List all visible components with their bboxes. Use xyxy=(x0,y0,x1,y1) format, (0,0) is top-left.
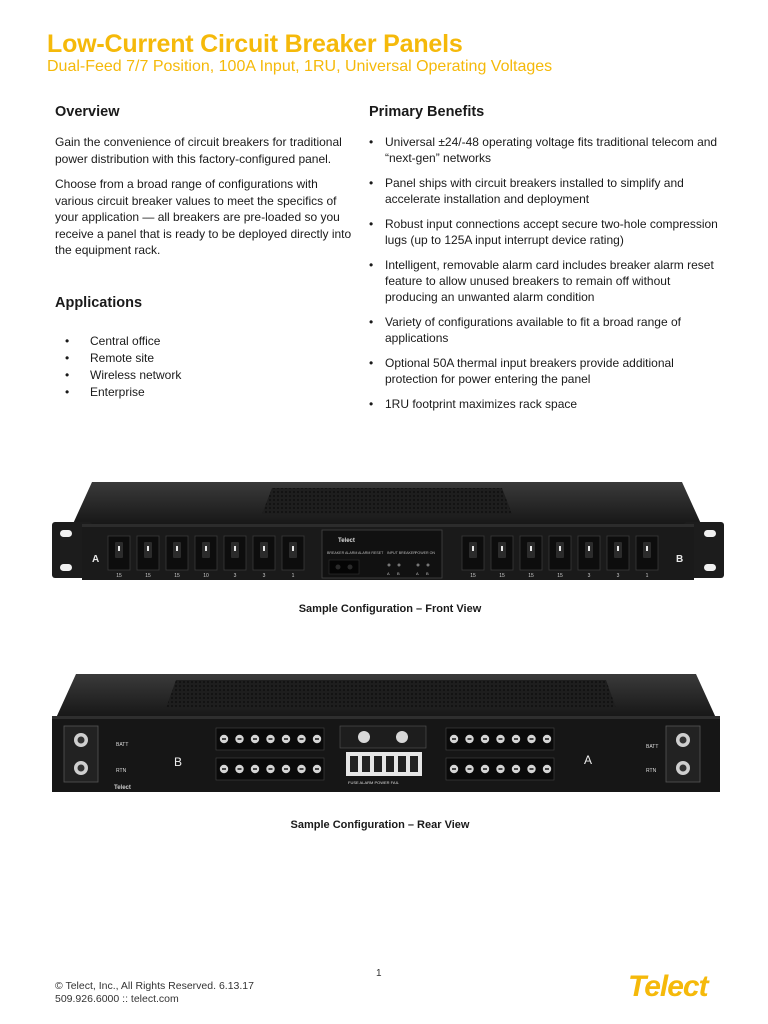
breaker-value: 3 xyxy=(616,573,620,579)
front-view-caption: Sample Configuration – Front View xyxy=(298,603,482,615)
breaker-value: 3 xyxy=(587,573,591,579)
center-terminal-label: FUSE ALARM POWER FAIL xyxy=(348,780,399,785)
left-column xyxy=(55,104,355,401)
breaker-value: 3 xyxy=(233,573,237,579)
alarm-pin xyxy=(398,756,406,772)
side-a-label: A xyxy=(92,554,100,565)
list-item: • Remote site xyxy=(55,350,355,367)
alarm-pin xyxy=(350,756,358,772)
alarm-pin xyxy=(386,756,394,772)
front-view-image xyxy=(52,474,724,592)
list-item: • Universal ±24/-48 operating voltage fits traditional telecom and “next-gen” networks xyxy=(369,134,719,166)
breaker-value: 10 xyxy=(203,573,209,579)
rear-view-image xyxy=(46,668,726,796)
alarm-pin xyxy=(410,756,418,772)
list-item: • Intelligent, removable alarm card includes breaker alarm reset feature to allow unused breakers to remain off without producing an unwanted alarm condition xyxy=(369,257,719,305)
alarm-label: BREAKER ALARM xyxy=(327,551,358,555)
alarm-card-logo: Telect xyxy=(338,538,355,544)
breaker-value: 15 xyxy=(557,573,563,579)
alarm-led-label: B xyxy=(426,571,429,576)
alarm-pin xyxy=(362,756,370,772)
overview-paragraph: Gain the convenience of circuit breakers for traditional power distribution with this factory-configured panel. xyxy=(55,135,342,166)
alarm-label: ALARM RESET xyxy=(358,551,384,555)
list-item: • 1RU footprint maximizes rack space xyxy=(369,396,719,412)
applications-heading: Applications xyxy=(55,294,143,311)
right-column xyxy=(369,104,719,421)
page-number: 1 xyxy=(376,968,382,979)
breaker-value: 15 xyxy=(174,573,180,579)
terminal-strip xyxy=(216,728,324,750)
terminal-strip xyxy=(446,758,554,780)
breaker-value: 15 xyxy=(528,573,534,579)
breaker-value: 15 xyxy=(116,573,122,579)
side-b-label: B xyxy=(676,554,684,565)
alarm-label: POWER ON xyxy=(415,551,435,555)
rtn-label: RTN xyxy=(646,768,657,774)
overview-paragraph: Choose from a broad range of configurations with various circuit breaker values to meet the specifics of your application — all breakers are pre-loaded so you receive a panel that is ready to be deployed directly into the equipment rack. xyxy=(55,177,352,257)
rtn-label: RTN xyxy=(116,768,127,774)
breaker-value: 15 xyxy=(499,573,505,579)
terminal-strip xyxy=(216,758,324,780)
alarm-pin xyxy=(374,756,382,772)
list-item: • Wireless network xyxy=(55,367,355,384)
terminal-strip xyxy=(446,728,554,750)
rear-logo: Telect xyxy=(114,785,131,791)
breaker-value: 15 xyxy=(470,573,476,579)
breaker-value: 3 xyxy=(262,573,266,579)
list-item: • Central office xyxy=(55,333,355,350)
alarm-label: INPUT BREAKER xyxy=(387,551,416,555)
page-subtitle: Dual-Feed 7/7 Position, 100A Input, 1RU, Universal Operating Voltages xyxy=(47,58,553,75)
breaker-value: 1 xyxy=(645,573,649,579)
page-title: Low-Current Circuit Breaker Panels xyxy=(47,30,463,58)
breaker-value: 15 xyxy=(145,573,151,579)
rear-view-caption: Sample Configuration – Rear View xyxy=(290,819,470,831)
contact-text: 509.926.6000 :: telect.com xyxy=(55,993,179,1005)
batt-label: BATT xyxy=(116,742,129,748)
benefits-heading: Primary Benefits xyxy=(369,104,485,120)
alarm-led-label: A xyxy=(416,571,419,576)
telect-logo: Telect xyxy=(628,970,708,1003)
rear-side-a-label: A xyxy=(584,753,593,767)
benefits-list xyxy=(369,134,719,412)
list-item: • Robust input connections accept secure two-hole compression lugs (up to 125A input interrupt device rating) xyxy=(369,216,719,248)
applications-list xyxy=(55,333,355,401)
alarm-led-label: B xyxy=(397,571,400,576)
alarm-led-label: A xyxy=(387,571,390,576)
list-item: • Optional 50A thermal input breakers provide additional protection for power entering the panel xyxy=(369,355,719,387)
batt-label: BATT xyxy=(646,744,659,750)
breaker-value: 1 xyxy=(291,573,295,579)
list-item: • Panel ships with circuit breakers installed to simplify and accelerate installation and deployment xyxy=(369,175,719,207)
copyright-text: © Telect, Inc., All Rights Reserved. 6.13.17 xyxy=(55,980,254,992)
list-item: • Variety of configurations available to fit a broad range of applications xyxy=(369,314,719,346)
footer xyxy=(55,980,254,1006)
rear-side-b-label: B xyxy=(174,755,183,769)
overview-heading: Overview xyxy=(55,104,120,120)
list-item: • Enterprise xyxy=(55,384,355,401)
